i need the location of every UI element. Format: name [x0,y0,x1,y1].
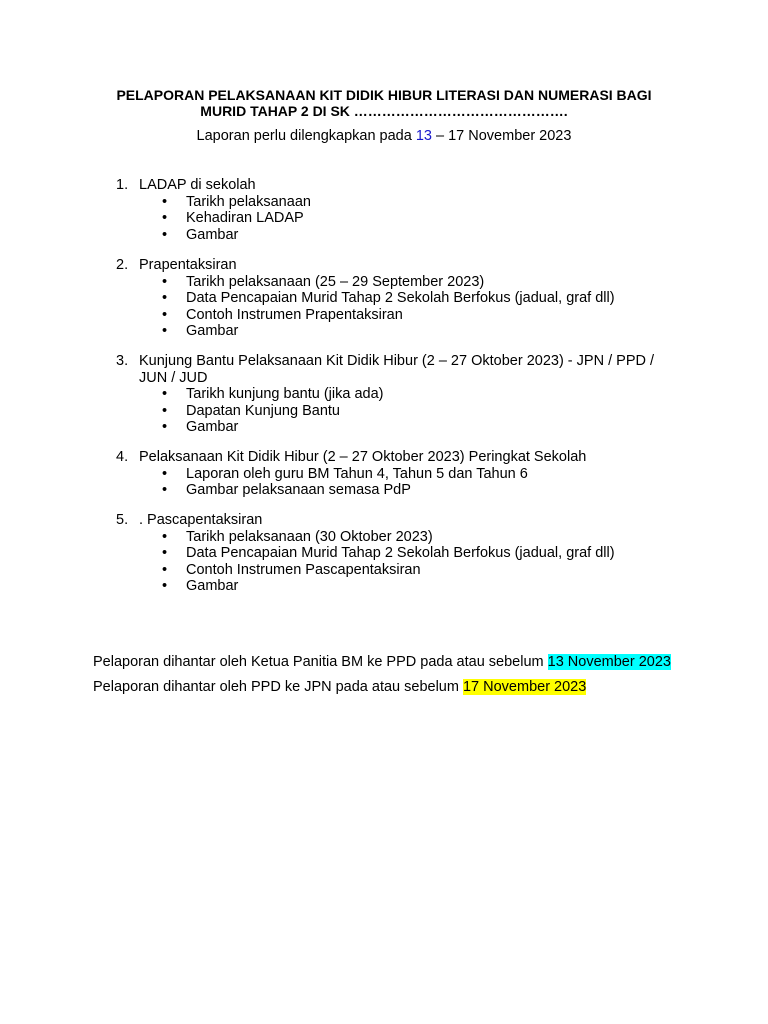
note-text: Pelaporan dihantar oleh Ketua Panitia BM ke PPD pada atau sebelum [93,654,548,670]
section-heading: Pelaksanaan Kit Didik Hibur (2 – 27 Oktober 2023) Peringkat Sekolah [139,449,587,465]
list-item: • Tarikh pelaksanaan (25 – 29 September 2023) [116,274,676,291]
document-title-line1: PELAPORAN PELAKSANAAN KIT DIDIK HIBUR LITERASI DAN NUMERASI BAGI [116,87,652,103]
list-item: • Gambar pelaksanaan semasa PdP [116,482,676,499]
deadline-suffix: – 17 November 2023 [431,128,572,144]
section-pascapentaksiran [116,512,676,595]
list-item: • Data Pencapaian Murid Tahap 2 Sekolah Berfokus (jadual, graf dll) [116,545,676,562]
section-heading: LADAP di sekolah [139,177,256,193]
list-item: • Contoh Instrumen Pascapentaksiran [116,562,676,579]
section-heading: Kunjung Bantu Pelaksanaan Kit Didik Hibur (2 – 27 Oktober 2023) - JPN / PPD / JUN / JUD [139,353,655,386]
section-number: 1. [116,177,129,193]
list-item: • Tarikh pelaksanaan (30 Oktober 2023) [116,529,676,546]
section-ladap [116,177,676,243]
section-number: 3. [116,353,129,369]
section-heading: Prapentaksiran [139,257,237,273]
submission-note-ppd [93,654,671,671]
list-item: • Dapatan Kunjung Bantu [116,403,676,420]
section-pelaksanaan [116,449,676,499]
note-text: Pelaporan dihantar oleh PPD ke JPN pada atau sebelum [93,679,463,695]
list-item: • Tarikh kunjung bantu (jika ada) [116,386,676,403]
list-item: • Gambar [116,578,676,595]
highlighted-date: 13 November 2023 [547,654,671,670]
document-title-line2: MURID TAHAP 2 DI SK ………………………………………. [200,103,568,119]
list-item: • Tarikh pelaksanaan [116,194,676,211]
submission-note-jpn [93,679,586,696]
deadline-prefix: Laporan perlu dilengkapkan pada [196,128,416,144]
list-item: • Contoh Instrumen Prapentaksiran [116,307,676,324]
section-number: 4. [116,449,129,465]
list-item: • Laporan oleh guru BM Tahun 4, Tahun 5 dan Tahun 6 [116,466,676,483]
highlighted-date: 17 November 2023 [462,679,587,695]
section-number: 5. [116,512,129,528]
list-item: • Gambar [116,227,676,244]
list-item: • Gambar [116,323,676,340]
list-item: • Gambar [116,419,676,436]
section-prapentaksiran [116,257,676,340]
section-number: 2. [116,257,129,273]
list-item: • Kehadiran LADAP [116,210,676,227]
report-deadline [0,128,768,145]
list-item: • Data Pencapaian Murid Tahap 2 Sekolah Berfokus (jadual, graf dll) [116,290,676,307]
section-kunjung-bantu [116,353,676,436]
deadline-start-date: 13 [415,128,432,144]
section-heading: . Pascapentaksiran [139,512,263,528]
